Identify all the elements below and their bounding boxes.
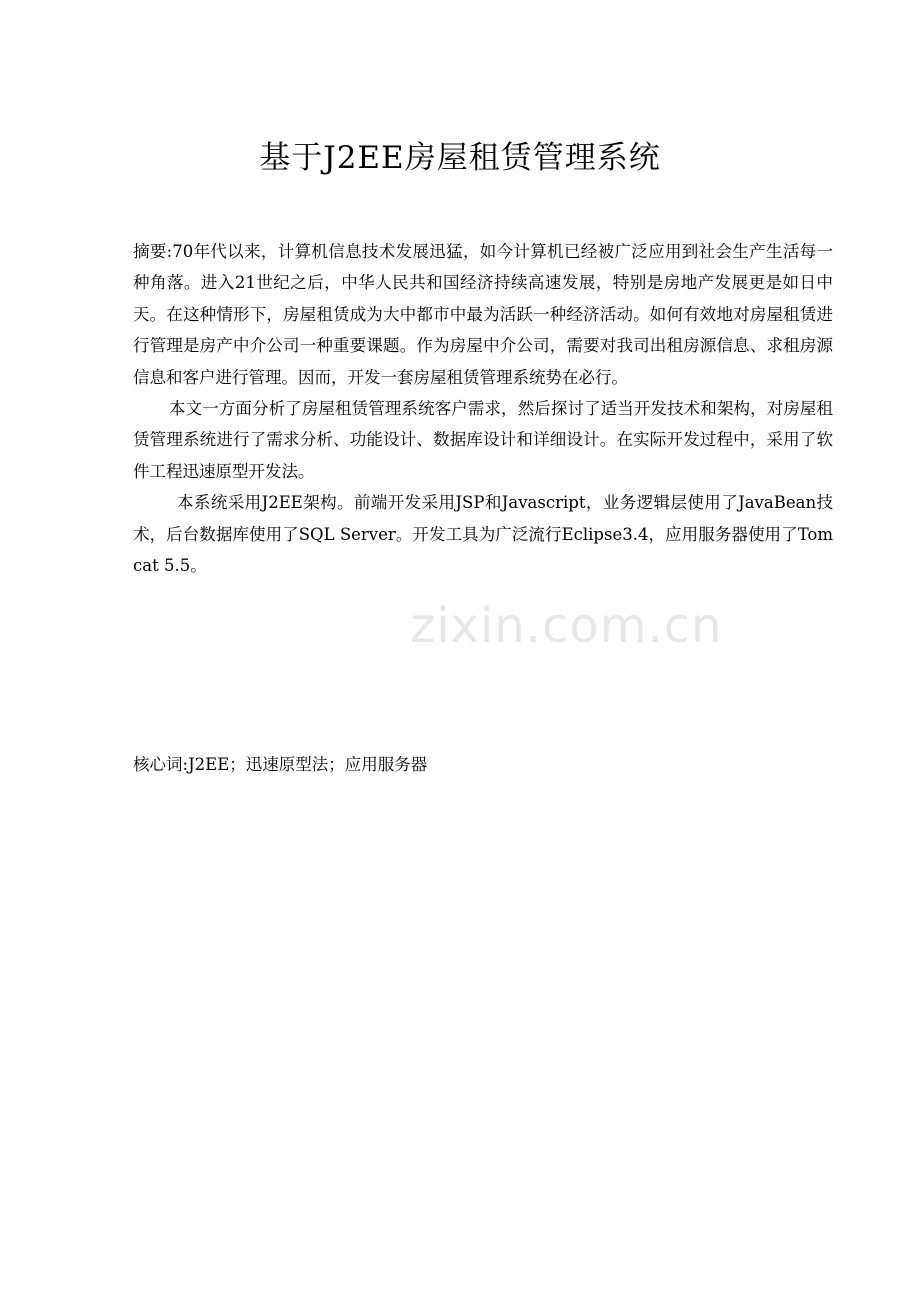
abstract-paragraph-3: 本系统采用J2EE架构。前端开发采用JSP和Javascript，业务逻辑层使用了JavaBean技术，后台数据库使用了SQL Server。开发工具为广泛流行Eclipse3.4，应用服务器使用了Tomcat 5.5。 (133, 493, 833, 576)
abstract-paragraph-2: 本文一方面分析了房屋租赁管理系统客户需求，然后探讨了适当开发技术和架构，对房屋租赁管理系统进行了需求分析、功能设计、数据库设计和详细设计。在实际开发过程中，采用了软件工程迅速原型开发法。 (133, 399, 833, 481)
abstract-paragraph-1 (133, 236, 833, 393)
abstract-label: 摘要: (133, 242, 173, 261)
document-title: 基于J2EE房屋租赁管理系统 (259, 140, 661, 176)
abstract-paragraph-1-text: 70年代以来，计算机信息技术发展迅猛，如今计算机已经被广泛应用到社会生产生活每一种角落。进入21世纪之后，中华人民共和国经济持续高速发展，特别是房地产发展更是如日中天。在这种情形下，房屋租赁成为大中都市中最为活跃一种经济活动。如何有效地对房屋租赁进行管理是房产中介公司一种重要课题。作为房屋中介公司，需要对我司出租房源信息、求租房源信息和客户进行管理。因而，开发一套房屋租赁管理系统势在必行。 (133, 242, 833, 387)
abstract-section (133, 236, 833, 581)
keywords-value: J2EE；迅速原型法；应用服务器 (188, 755, 428, 774)
keywords-label: 核心词: (133, 755, 189, 774)
keywords-line (133, 749, 427, 780)
watermark: zixin.com.cn (410, 598, 723, 654)
